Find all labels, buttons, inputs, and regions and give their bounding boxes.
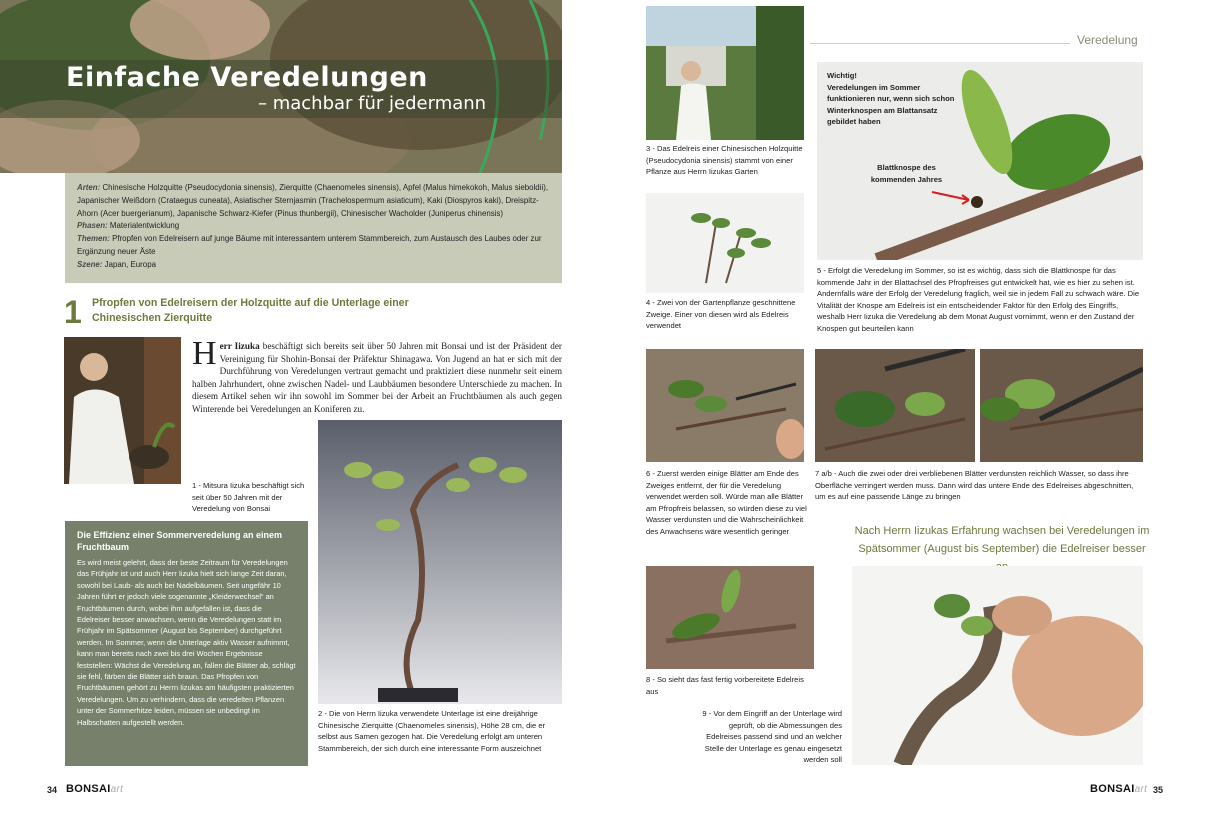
meta-szene-label: Szene: bbox=[77, 259, 103, 269]
pull-quote: Nach Herrn Iizukas Erfahrung wachsen bei Veredelungen im Spätsommer (August bis September) die Edelreiser besser bbox=[854, 525, 1150, 555]
meta-arten-label: Arten: bbox=[77, 183, 101, 192]
caption-5: 5 - Erfolgt die Veredelung im Sommer, so ist es wichtig, dass sich die Blattknospe für das kommende Jahr in der Blattachsel des Pfropfreises gut entwickelt hat, wie es hier zu sehen ist. Andernfalls wäre der Erfolg der Veredelung fraglich, weil sie in jedem Fall zu schwach wäre. Die Vitalität der Knospe am Edelreis ist ein entscheidender Faktor für den Erfolg des Eingriffs, weshalb Herr Iizuka die Veredelung ab dem Monat August vornimmt, wenn er den Zustand der Knospen gut beurteilen kann bbox=[817, 266, 1140, 333]
meta-arten: Chinesische Holzquitte (Pseudocydonia sinensis), Zierquitte (Chaenomeles sinensis), Apfel (Malus himekokoh, Malus sieboldii), Japanischer Weißdorn (Crataegus cuneata), Asiatischer Sternjasmin (Trachelospermum asiaticum), Kaki (Diospyros kaki), Dreispitz-Ahorn (Acer buergerianum), Japanische Schwarz-Kiefer (Pinus thunbergii), Chinesischer Wacholder (Juniperus chinensis) bbox=[77, 183, 549, 218]
photo-bud-closeup bbox=[817, 62, 1143, 260]
meta-box bbox=[65, 173, 562, 283]
header-rule bbox=[810, 43, 1070, 44]
caption-9: 9 - Vor dem Eingriff an der Unterlage wird geprüft, ob die Abmessungen des Edelreises passend sind und an welcher Stelle der Unterlage es genau eingesetzt werden soll bbox=[702, 709, 842, 765]
caption-7: 7 a/b - Auch die zwei oder drei verbliebenen Blätter verdunsten reichlich Wasser, so dass ihre Oberfläche verringert werden muss. Dann wird das untere Ende des Edelreises abgeschnitten, um es auf eine passende Länge zu bringen bbox=[815, 469, 1134, 502]
arrow-label: Blattknospe des kommenden Jahres bbox=[870, 163, 943, 184]
section-label: Veredelung bbox=[1077, 33, 1138, 47]
intro-lead: err Iizuka bbox=[219, 341, 260, 351]
caption-6: 6 - Zuerst werden einige Blätter am Ende des Zweiges entfernt, der für die Veredelung verwendet werden soll. Würde man alle Blätter am Pfropfreis belassen, so würden diese zu viel Wasser verdunsten und die Wahrscheinlichkeit des Anwachsens wäre wesentlich geringer bbox=[646, 469, 807, 536]
caption-8: 8 - So sieht das fast fertig vorbereitete Edelreis aus bbox=[646, 675, 804, 696]
caption-3: 3 - Das Edelreis einer Chinesischen Holzquitte (Pseudocydonia sinensis) stammt von einer Pflanze aus Herrn Iizukas Garten bbox=[646, 144, 803, 177]
photo-cuttings bbox=[646, 193, 804, 293]
photo-portrait bbox=[64, 337, 181, 484]
meta-themen: Pfropfen von Edelreisern auf junge Bäume mit interessantem unterem Stammbereich, zum Austausch des Laubes oder zur Ergänzung neuer Äste bbox=[77, 234, 542, 256]
brand-logo-left: BONSAIart bbox=[66, 783, 124, 795]
page-number-left: 34 bbox=[47, 785, 58, 795]
step-heading: Pfropfen von Edelreisern der Holzquitte auf die Unterlage einer Chinesischen Zierquitte bbox=[92, 297, 409, 324]
photo-garden bbox=[646, 6, 804, 140]
photo-7a bbox=[815, 349, 975, 462]
note-important-title: Wichtig! bbox=[827, 71, 857, 80]
step-number: 1 bbox=[64, 294, 82, 330]
sidebar-text: Es wird meist gelehrt, dass der beste Zeitraum für Veredelungen das Frühjahr ist und auch Herr Iizuka hielt sich lange Zeit daran, sowohl bei Laub- als auch bei Nadelbäumen. Seit ungefähr 10 Jahren führt er jedoch viele sogenannte „Kleiderwechsel“ an Fruchtbäumen durch, wobei ihm aufgefallen ist, dass die Edelreiser besser anwachsen, wenn die Veredelungen statt im Frühjahr im Spätsommer (August bis September) durchgeführt werden. Im Sommer, wenn die Unterlage aktiv Wasser aufnimmt, kann man bereits nach zwei bis drei Wochen Ergebnisse feststellen: Wächst die Veredelung an, fallen die Blätter ab, schlägt sie fehl, färben die Blätter sich braun. Das Pfropfen von Fruchtbäumen gehört zu Herrn Iizukas am häufigsten praktizierten Veredelungen. Um zu verhindern, dass die veredelten Pflanzen unter der Sommerhitze leiden, müssen sie unbedingt im Halbschatten aufgestellt werden. bbox=[77, 558, 296, 727]
intro-text: beschäftigt sich bereits seit über 50 Jahren mit Bonsai und ist der Präsident der Vereinigung für Shohin-Bonsai der Präfektur Shinagawa. Von Jugend an hat er sich mit der Durchführung von Veredelungen vertraut gemacht und praktiziert diese nunmehr seit einem halben Jahrhundert, ohne zwischen Nadel- und Laubbäumen besondere Unterschiede zu machen. In diesem Artikel sehen wir ihn sowohl im Sommer bei der Arbeit an Fruchtbäumen als auch gegen Winterende bei Veredelungen an Koniferen zu. bbox=[192, 341, 562, 414]
meta-themen-label: Themen: bbox=[77, 234, 110, 244]
right-page bbox=[604, 0, 1208, 839]
caption-1: 1 - Mitsura Iizuka beschäftigt sich seit über 50 Jahren mit der Veredelung von Bonsai bbox=[192, 481, 305, 514]
note-important bbox=[827, 70, 962, 128]
info-sidebar bbox=[65, 521, 308, 766]
meta-szene: Japan, Europa bbox=[104, 259, 156, 269]
dropcap: H bbox=[192, 335, 217, 372]
page-title: Einfache Veredelungen bbox=[66, 62, 428, 93]
caption-2: 2 - Die von Herrn Iizuka verwendete Unterlage ist eine dreijährige Chinesische Zierquitte (Chaenomeles sinensis), Höhe 28 cm, die er selbst aus Samen gezogen hat. Die Veredelung erfolgt am unteren Stammbereich, der sich durch eine interessante Form auszeichnet bbox=[318, 709, 546, 753]
photo-remove-leaves bbox=[646, 349, 804, 462]
photo-rootstock bbox=[318, 420, 562, 704]
brand-logo-right: BONSAIart bbox=[1090, 783, 1148, 795]
caption-4: 4 - Zwei von der Gartenpflanze geschnittene Zweige. Einer von diesen wird als Edelreis verwendet bbox=[646, 298, 796, 331]
meta-phasen-label: Phasen: bbox=[77, 221, 108, 231]
meta-phasen: Materialentwicklung bbox=[109, 221, 180, 231]
page-number-right: 35 bbox=[1153, 785, 1164, 795]
intro-paragraph bbox=[192, 335, 562, 416]
note-important-text: Veredelungen im Sommer funktionieren nur, wenn sich schon Winterknospen am Blattansatz gebildet haben bbox=[827, 82, 955, 127]
photo-scion-ready bbox=[646, 566, 814, 669]
page-subtitle: – machbar für jedermann bbox=[258, 93, 487, 114]
photo-fit-check bbox=[852, 566, 1143, 765]
photo-7b bbox=[980, 349, 1143, 462]
sidebar-title: Die Effizienz einer Sommerveredelung an einem Fruchtbaum bbox=[77, 530, 283, 552]
